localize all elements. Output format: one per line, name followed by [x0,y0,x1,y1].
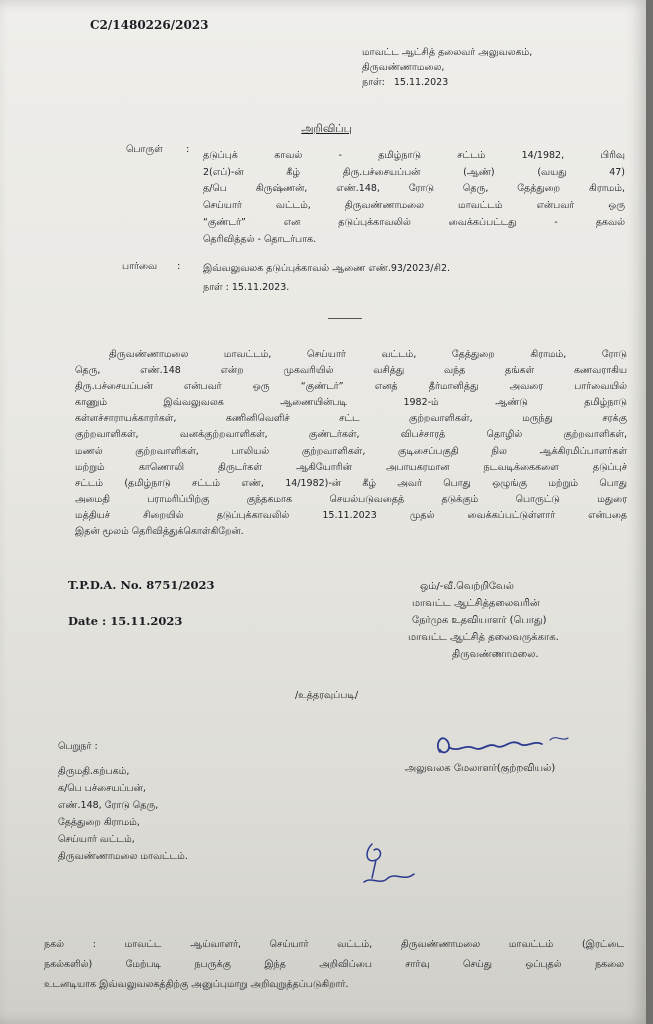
body-line: திருவண்ணாமலை மாவட்டம், செய்யார் வட்டம், தேத்துறை கிராமம், ரோடு [109,349,627,360]
recipient-line: திருமதி.கற்பகம், [58,766,130,777]
reference-label: பார்வை [122,261,158,272]
subject-line: த/பெ கிருஷ்ணன், எண்.148, ரோடு தெரு, தேத்துறை கிராமம், [203,183,625,195]
handwritten-signature-icon [430,722,580,762]
body-line: இதன் மூலம் தெரிவித்துக்கொள்கிறேன். [75,526,244,538]
subject-line: தடுப்புக் காவல் - தமிழ்நாடு சட்டம் 14/1982, பிரிவு [203,150,625,161]
office-date-value: 15.11.2023 [393,77,449,88]
reference-line-1: இவ்வலுவலக தடுப்புக்காவல் ஆணை எண்.93/2023/சி2. [203,263,451,274]
office-line-1: மாவட்ட ஆட்சித் தலைவர் அலுவலகம், [362,47,533,58]
signatory-block [400,578,645,663]
copy-line: நகல் : மாவட்ட ஆய்வாளர், செய்யார் வட்டம், திருவண்ணாமலை மாவட்டம் (இரட்டை [44,939,624,950]
office-date [362,75,632,90]
signatory-line-1: மாவட்ட ஆட்சித்தலைவரின் [412,598,540,609]
body-line: மத்தியச் சிறையில் தடுப்புக்காவலில் 15.11.2023 முதல் வைக்கப்பட்டுள்ளார் என்பதை [75,509,627,521]
body-line: திரு.பச்சையப்பன் என்பவர் ஒரு “குண்டர்” எனத் தீர்மானித்து அவரை பார்வையில் [75,381,627,393]
subject-line: தெரிவித்தல் - தொடர்பாக. [203,233,317,245]
subject-colon: : [186,144,190,155]
recipient-line: தேத்துறை கிராமம், [58,817,140,828]
signatory-line-4: திருவண்ணாமலை. [452,649,539,660]
recipient-line: திருவண்ணாமலை மாவட்டம். [58,851,188,862]
office-manager-title: அலுவலக மேலாளர்(குற்றவியல்) [405,763,556,774]
subject-line: செய்யார் வட்டம், திருவண்ணாமலை மாவட்டம் என்பவர் ஒரு [203,200,625,212]
signatory-line-3: மாவட்ட ஆட்சித் தலைவருக்காக. [408,632,559,643]
subject-line: 2(எப்)-ன் கீழ் திரு.பச்சையப்பன் (ஆண்) (வயது 47) [203,166,625,178]
body-line: மற்றும் காணொலி திருடர்கள் ஆகியோரின் அபாயகரமான நடவடிக்கைகளை தடுப்புச் [75,461,627,473]
section-divider [328,318,362,319]
subject-line: “குண்டர்” என தடுப்புக்காவலில் வைக்கப்பட்டது - தகவல் [203,216,625,228]
tpda-number: T.P.D.A. No. 8751/2023 [68,578,215,592]
body-line: குற்றவாளிகள், வனக்குற்றவாளிகள், குண்டர்கள், விபச்சாரத் தொழில் குற்றவாளிகள், [75,429,627,441]
copy-to-block [44,935,624,995]
recipient-block [58,738,188,865]
office-address [362,45,632,90]
body-line: அமைதி பராமரிப்பிற்கு குந்தகமாக செயல்படுவதைத் தடுக்கும் பொருட்டு மதுரை [75,493,627,505]
signatory-name: ஒம்/-வீ.வெற்றிவேல் [420,581,514,592]
body-line: கள்ளச்சாராயக்காரர்கள், கணினிவெளிச் சட்ட குற்றவாளிகள், மருந்து சரக்கு [75,413,627,425]
reference-colon: : [177,261,181,272]
reference-line-2: நாள் : 15.11.2023. [203,282,290,293]
copy-line: உடனடியாக இவ்வலுவலகத்திற்கு அனுப்புமாறு அறிவுறுத்தப்படுகிறார். [44,979,349,990]
recipient-line: செய்யார் வட்டம், [58,834,135,845]
body-paragraph [75,347,627,540]
subject-text [203,148,625,248]
recipient-line: எண்.148, ரோடு தெரு, [58,800,159,811]
copy-line: நகல்களில்) மேற்படி நபருக்கு இந்த அறிவிப்பை சார்வு செய்து ஒப்புதல் நகலை [44,959,624,970]
reference-number: C2/1480226/2023 [90,18,209,32]
office-line-2: திருவண்ணாமலை, [362,62,445,73]
body-line: காணும் இவ்வலுவலக ஆணையின்படி 1982-ம் ஆண்டு தமிழ்நாடு [75,397,627,409]
signatory-line-2: நேர்முக உதவியாளர் (பொது) [412,615,547,626]
recipient-line: க/பெ பச்சையப்பன், [58,783,146,794]
office-date-label: நாள்: [362,77,385,88]
subject-label: பொருள் [126,144,163,155]
order-line: /உத்தரவுப்படி/ [294,690,359,701]
body-line: தெரு, எண்.148 என்ற முகவரியில் வசித்து வந்த தங்கள் கணவராகிய [75,365,627,377]
document-date: Date : 15.11.2023 [68,614,183,628]
body-line: சட்டம் (தமிழ்நாடு சட்டம் எண், 14/1982)-ன் கீழ் அவர் பொது ஒழுங்கு மற்றும் பொது [75,477,627,489]
body-line: மணல் குற்றவாளிகள், பாலியல் குற்றவாளிகள், குடிசைப்பகுதி நில ஆக்கிரமிப்பாளர்கள் [75,445,627,457]
recipient-label: பெறுநர் : [58,741,98,752]
page-title: அறிவிப்பு [301,122,352,135]
handwritten-initials-icon [358,838,428,898]
